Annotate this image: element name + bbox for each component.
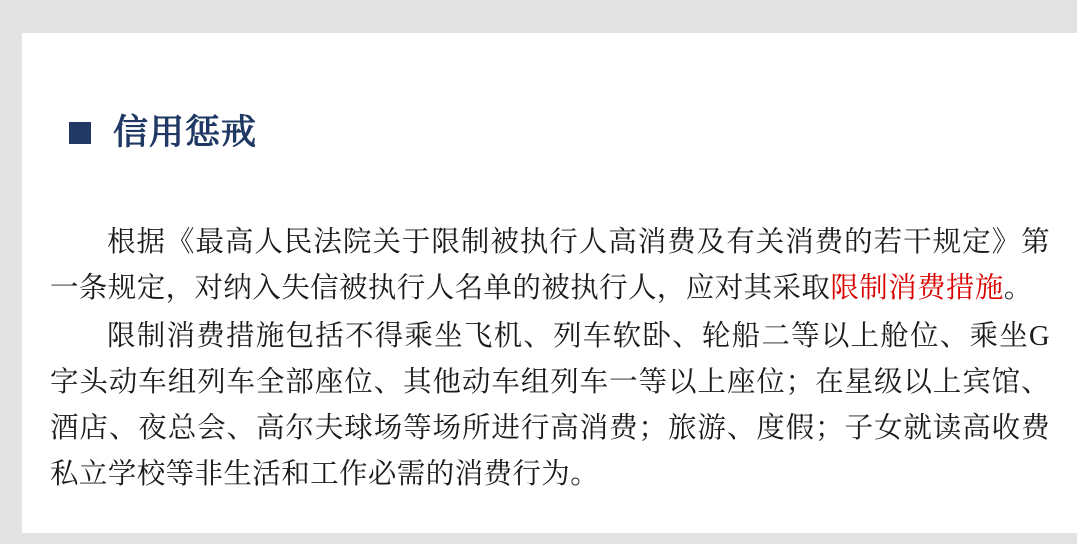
slide-content <box>22 33 1077 533</box>
paragraph-1-segment-3: 。 <box>1003 273 1033 304</box>
page-title: 信用惩戒 <box>113 113 258 152</box>
square-bullet-icon <box>69 122 91 144</box>
paragraph-1-segment-1: 根据《最高人民法院关于限制被执行人高消费及有关消费的若干规定》第一条规定，对纳入失信被执行人名单的被执行人，应对其采取 <box>50 227 1050 304</box>
top-border-band <box>0 0 1077 33</box>
paragraph-1-highlight: 限制消费措施 <box>830 273 1004 304</box>
paragraph-2-segment-1: 限制消费措施包括不得乘坐飞机、列车软卧、轮船二等以上舱位、乘坐G字头动车组列车全部座位、其他动车组列车一等以上座位；在星级以上宾馆、酒店、夜总会、高尔夫球场等场所进行高消费；旅游、度假；子女就读高收费私立学校等非生活和工作必需的消费行为。 <box>50 321 1050 490</box>
paragraph-1 <box>50 220 1050 312</box>
left-border-band <box>0 33 22 544</box>
slide-title-row <box>69 115 257 150</box>
paragraph-2 <box>50 314 1050 498</box>
body-text-block <box>50 220 1050 500</box>
bottom-border-band <box>0 533 1077 544</box>
